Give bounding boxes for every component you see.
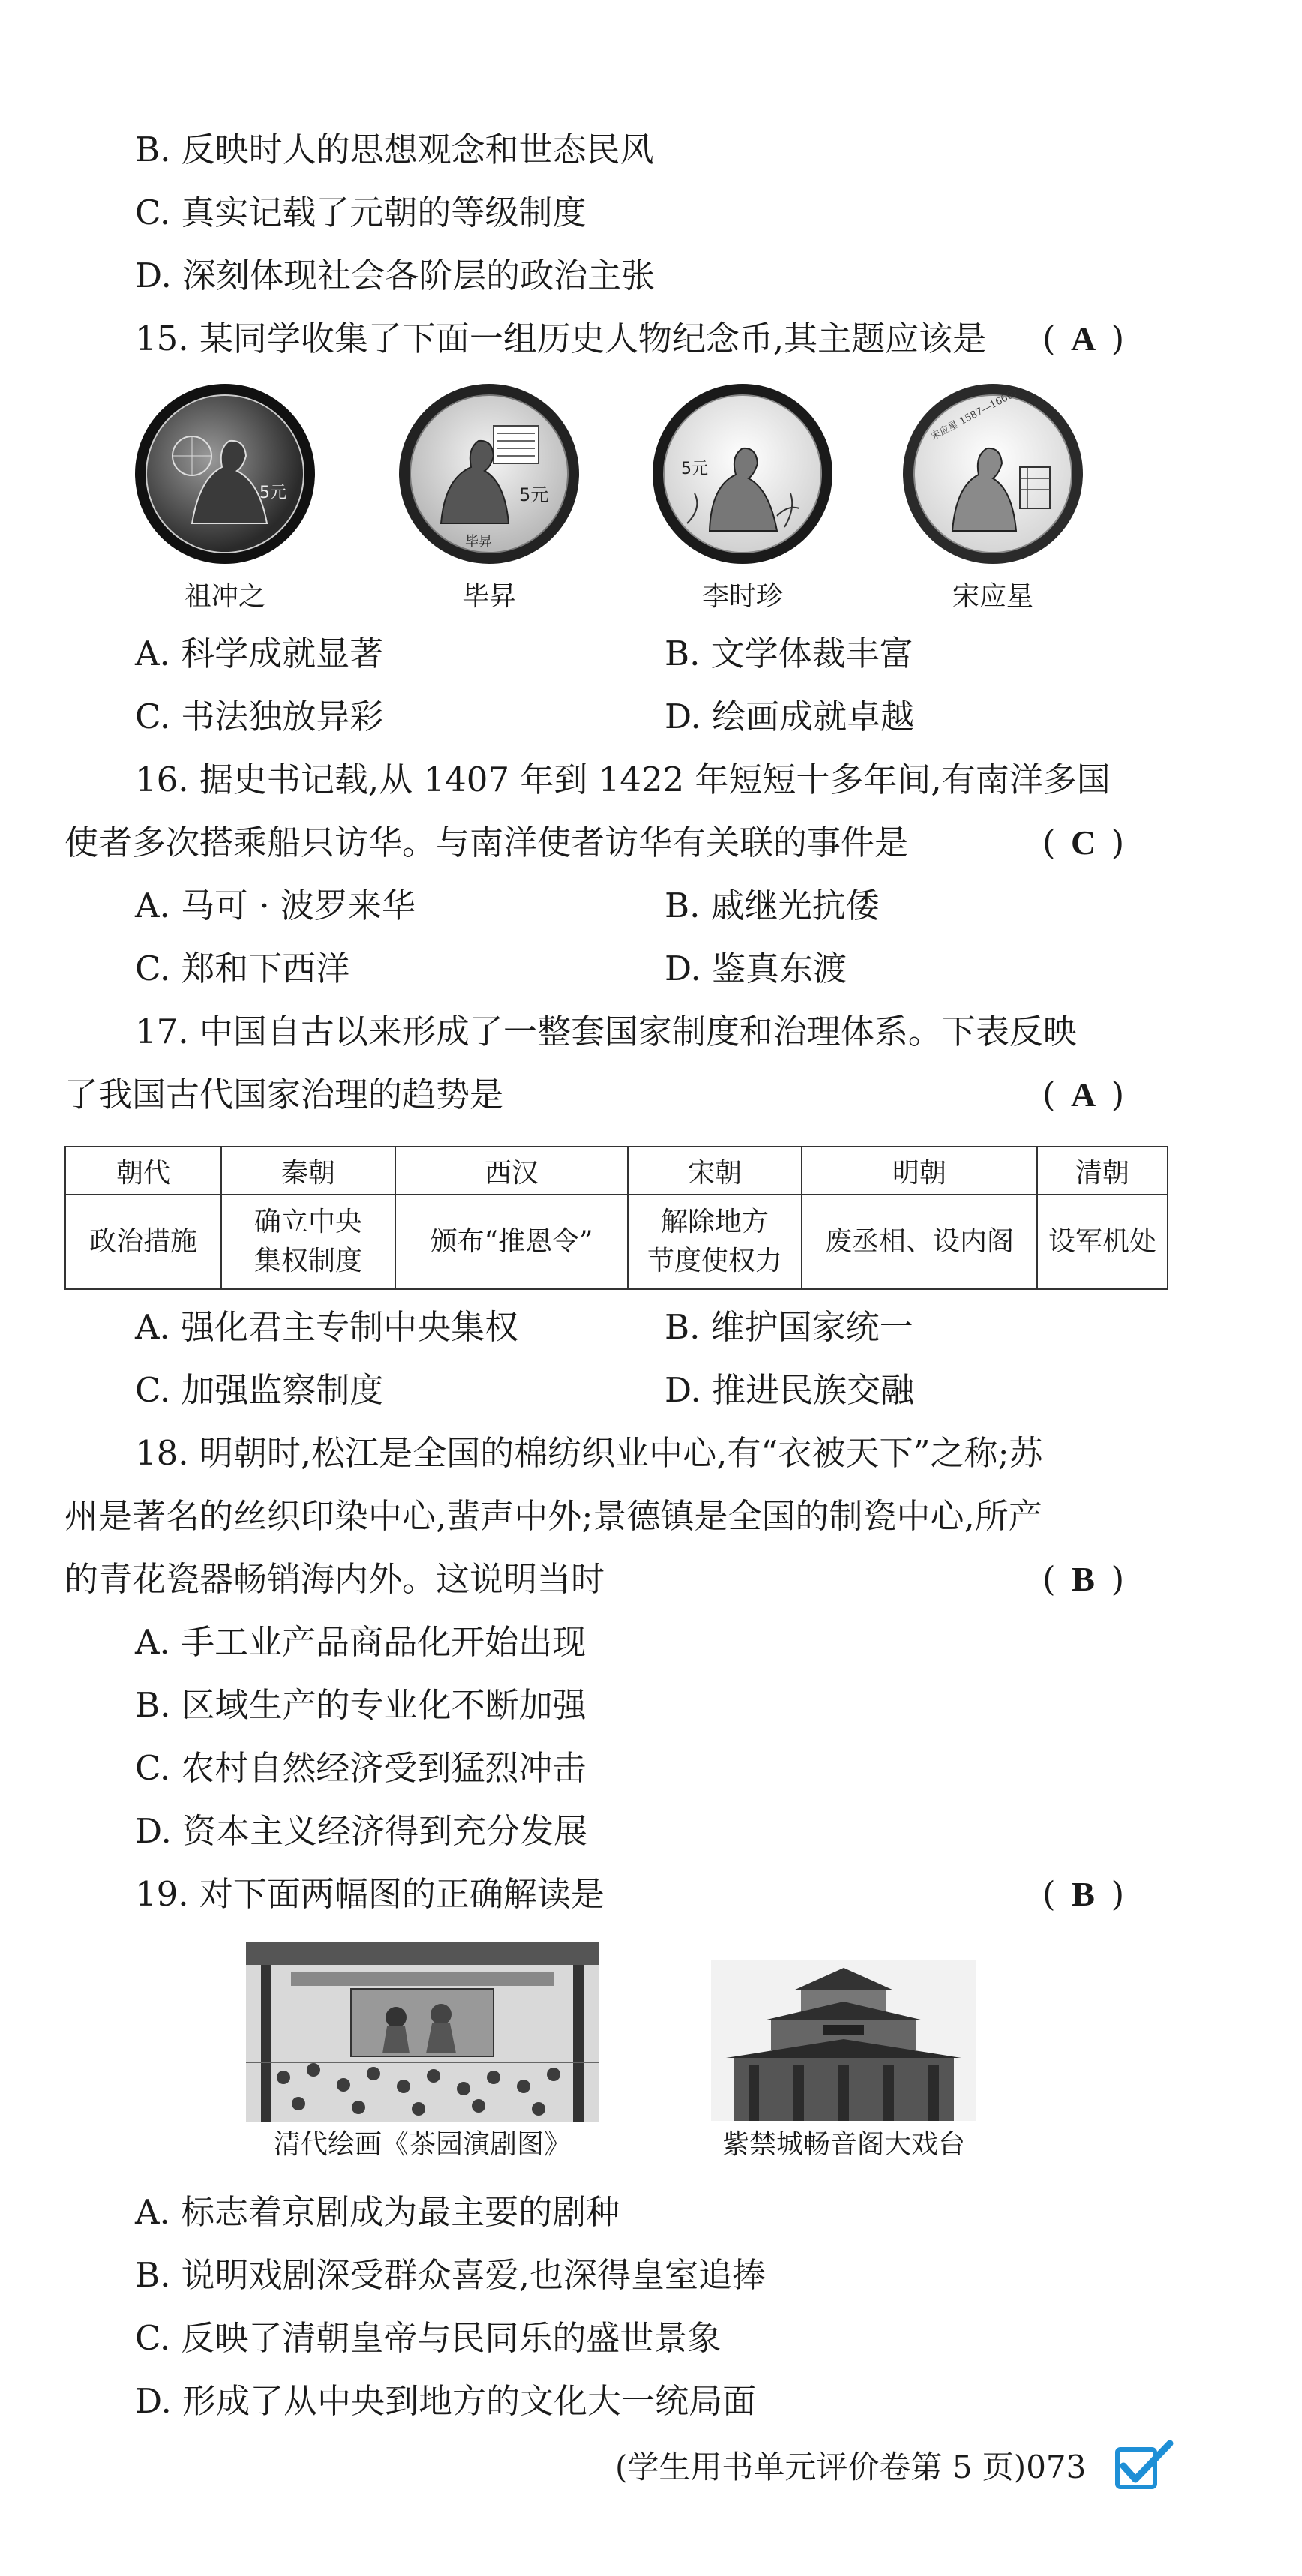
coin-portrait-icon — [147, 396, 303, 552]
q17-answer-bracket: ( A ) — [1042, 1072, 1124, 1117]
q19-option-a: A. 标志着京剧成为最主要的剧种 — [135, 2192, 620, 2232]
coin-zu-chongzhi — [135, 384, 315, 564]
coin-inscription: 宋应星 1587—1666? — [928, 387, 1021, 443]
coin-denomination: 5元 — [519, 484, 549, 505]
table-header-cell: 清朝 — [1037, 1147, 1168, 1195]
table-cell — [395, 1195, 628, 1289]
table-cell — [1037, 1195, 1168, 1289]
stage-caption: 紫禁城畅音阁大戏台 — [722, 2129, 965, 2160]
q16-option-d: D. 鉴真东渡 — [664, 949, 848, 988]
checkmark-logo-icon — [1114, 2439, 1174, 2491]
table-cell-line: 解除地方 — [660, 1207, 769, 1237]
coin-song-yingxing — [903, 384, 1083, 564]
q17-option-a: A. 强化君主专制中央集权 — [135, 1307, 519, 1347]
q18-answer: B — [1072, 1560, 1095, 1598]
coin-denomination: 5元 — [681, 460, 708, 478]
q16-stem-line1: 16. 据史书记载,从 1407 年到 1422 年短短十多年间,有南洋多国 — [135, 760, 1111, 799]
q17-option-c: C. 加强监察制度 — [135, 1370, 384, 1410]
q17-answer: A — [1070, 1075, 1096, 1114]
painting-caption: 清代绘画《茶园演剧图》 — [273, 2129, 571, 2160]
coin-portrait-icon — [411, 396, 567, 552]
table-row — [65, 1195, 1168, 1289]
q16-option-c: C. 郑和下西洋 — [135, 949, 350, 988]
q17-stem-line2: 了我国古代国家治理的趋势是 — [64, 1075, 504, 1114]
q19-stem: 19. 对下面两幅图的正确解读是 — [135, 1874, 604, 1914]
q18-option-b: B. 区域生产的专业化不断加强 — [135, 1685, 586, 1725]
table-cell-line: 确立中央 — [254, 1207, 362, 1237]
q15-answer-bracket: ( A ) — [1042, 316, 1124, 361]
q19-option-d: D. 形成了从中央到地方的文化大一统局面 — [135, 2381, 757, 2421]
q18-option-d: D. 资本主义经济得到充分发展 — [135, 1811, 588, 1851]
coin-caption: 毕昇 — [461, 581, 516, 612]
table-cell-line: 节度使权力 — [646, 1246, 782, 1276]
table-cell-line: 废丞相、设内阁 — [824, 1226, 1014, 1257]
q14-option-c: C. 真实记载了元朝的等级制度 — [135, 193, 586, 232]
q17-stem-line1: 17. 中国自古以来形成了一整套国家制度和治理体系。下表反映 — [135, 1012, 1077, 1051]
q15-stem: 15. 某同学收集了下面一组历史人物纪念币,其主题应该是 — [135, 319, 987, 358]
q18-stem-line2: 州是著名的丝织印染中心,蜚声中外;景德镇是全国的制瓷中心,所产 — [64, 1496, 1042, 1536]
q19-answer: B — [1072, 1875, 1095, 1913]
coin-caption: 祖冲之 — [184, 581, 266, 612]
q16-option-b: B. 戚继光抗倭 — [664, 886, 880, 925]
q16-option-a: A. 马可 · 波罗来华 — [135, 886, 416, 925]
q18-stem-line1: 18. 明朝时,松江是全国的棉纺织业中心,有“衣被天下”之称;苏 — [135, 1433, 1043, 1473]
q14-option-b: B. 反映时人的思想观念和世态民风 — [135, 130, 654, 169]
q18-answer-bracket: ( B ) — [1042, 1557, 1124, 1602]
table-cell — [802, 1195, 1037, 1289]
tea-garden-painting-image — [246, 1942, 598, 2122]
q15-option-a: A. 科学成就显著 — [135, 634, 384, 673]
table-header-cell: 明朝 — [802, 1147, 1037, 1195]
coin-portrait-icon — [915, 396, 1071, 552]
coin-caption: 宋应星 — [952, 581, 1034, 612]
coin-name-plate: 毕昇 — [465, 534, 492, 550]
coin-li-shizhen — [652, 384, 832, 564]
q17-option-d: D. 推进民族交融 — [664, 1370, 915, 1410]
table-cell-line: 颁布“推恩令” — [430, 1226, 593, 1257]
table-header-row — [65, 1147, 1168, 1195]
table-header-cell: 朝代 — [65, 1147, 221, 1195]
coin-bi-sheng — [399, 384, 579, 564]
q16-answer-bracket: ( C ) — [1042, 820, 1124, 865]
coin-caption: 李时珍 — [701, 581, 783, 612]
q18-option-a: A. 手工业产品商品化开始出现 — [135, 1622, 586, 1662]
table-cell — [628, 1195, 802, 1289]
table-cell — [221, 1195, 395, 1289]
q15-option-c: C. 书法独放异彩 — [135, 697, 384, 736]
table-row-label: 政治措施 — [65, 1195, 221, 1289]
q15-option-b: B. 文学体裁丰富 — [664, 634, 914, 673]
q15-option-d: D. 绘画成就卓越 — [664, 697, 915, 736]
q19-option-b: B. 说明戏剧深受群众喜爱,也深得皇室追捧 — [135, 2255, 766, 2295]
changyin-pavilion-image — [711, 1960, 976, 2121]
table-cell-line: 设军机处 — [1048, 1226, 1156, 1257]
q19-answer-bracket: ( B ) — [1042, 1872, 1124, 1917]
q16-answer: C — [1070, 823, 1096, 862]
table-header-cell: 宋朝 — [628, 1147, 802, 1195]
coin-row — [135, 384, 1185, 624]
q19-option-c: C. 反映了清朝皇帝与民同乐的盛世景象 — [135, 2318, 722, 2358]
table-header-cell: 西汉 — [395, 1147, 628, 1195]
table-cell-line: 集权制度 — [254, 1246, 362, 1276]
q17-option-b: B. 维护国家统一 — [664, 1307, 914, 1347]
page-footer: (学生用书单元评价卷第 5 页)073 — [615, 2449, 1087, 2485]
q18-option-c: C. 农村自然经济受到猛烈冲击 — [135, 1748, 586, 1788]
q18-stem-line3: 的青花瓷器畅销海内外。这说明当时 — [64, 1559, 605, 1599]
table-header-cell: 秦朝 — [221, 1147, 395, 1195]
coin-denomination: 5元 — [260, 484, 286, 502]
governance-table — [64, 1146, 1168, 1290]
q15-answer: A — [1070, 319, 1096, 358]
q16-stem-line2: 使者多次搭乘船只访华。与南洋使者访华有关联的事件是 — [64, 823, 909, 862]
q14-option-d: D. 深刻体现社会各阶层的政治主张 — [135, 256, 656, 295]
